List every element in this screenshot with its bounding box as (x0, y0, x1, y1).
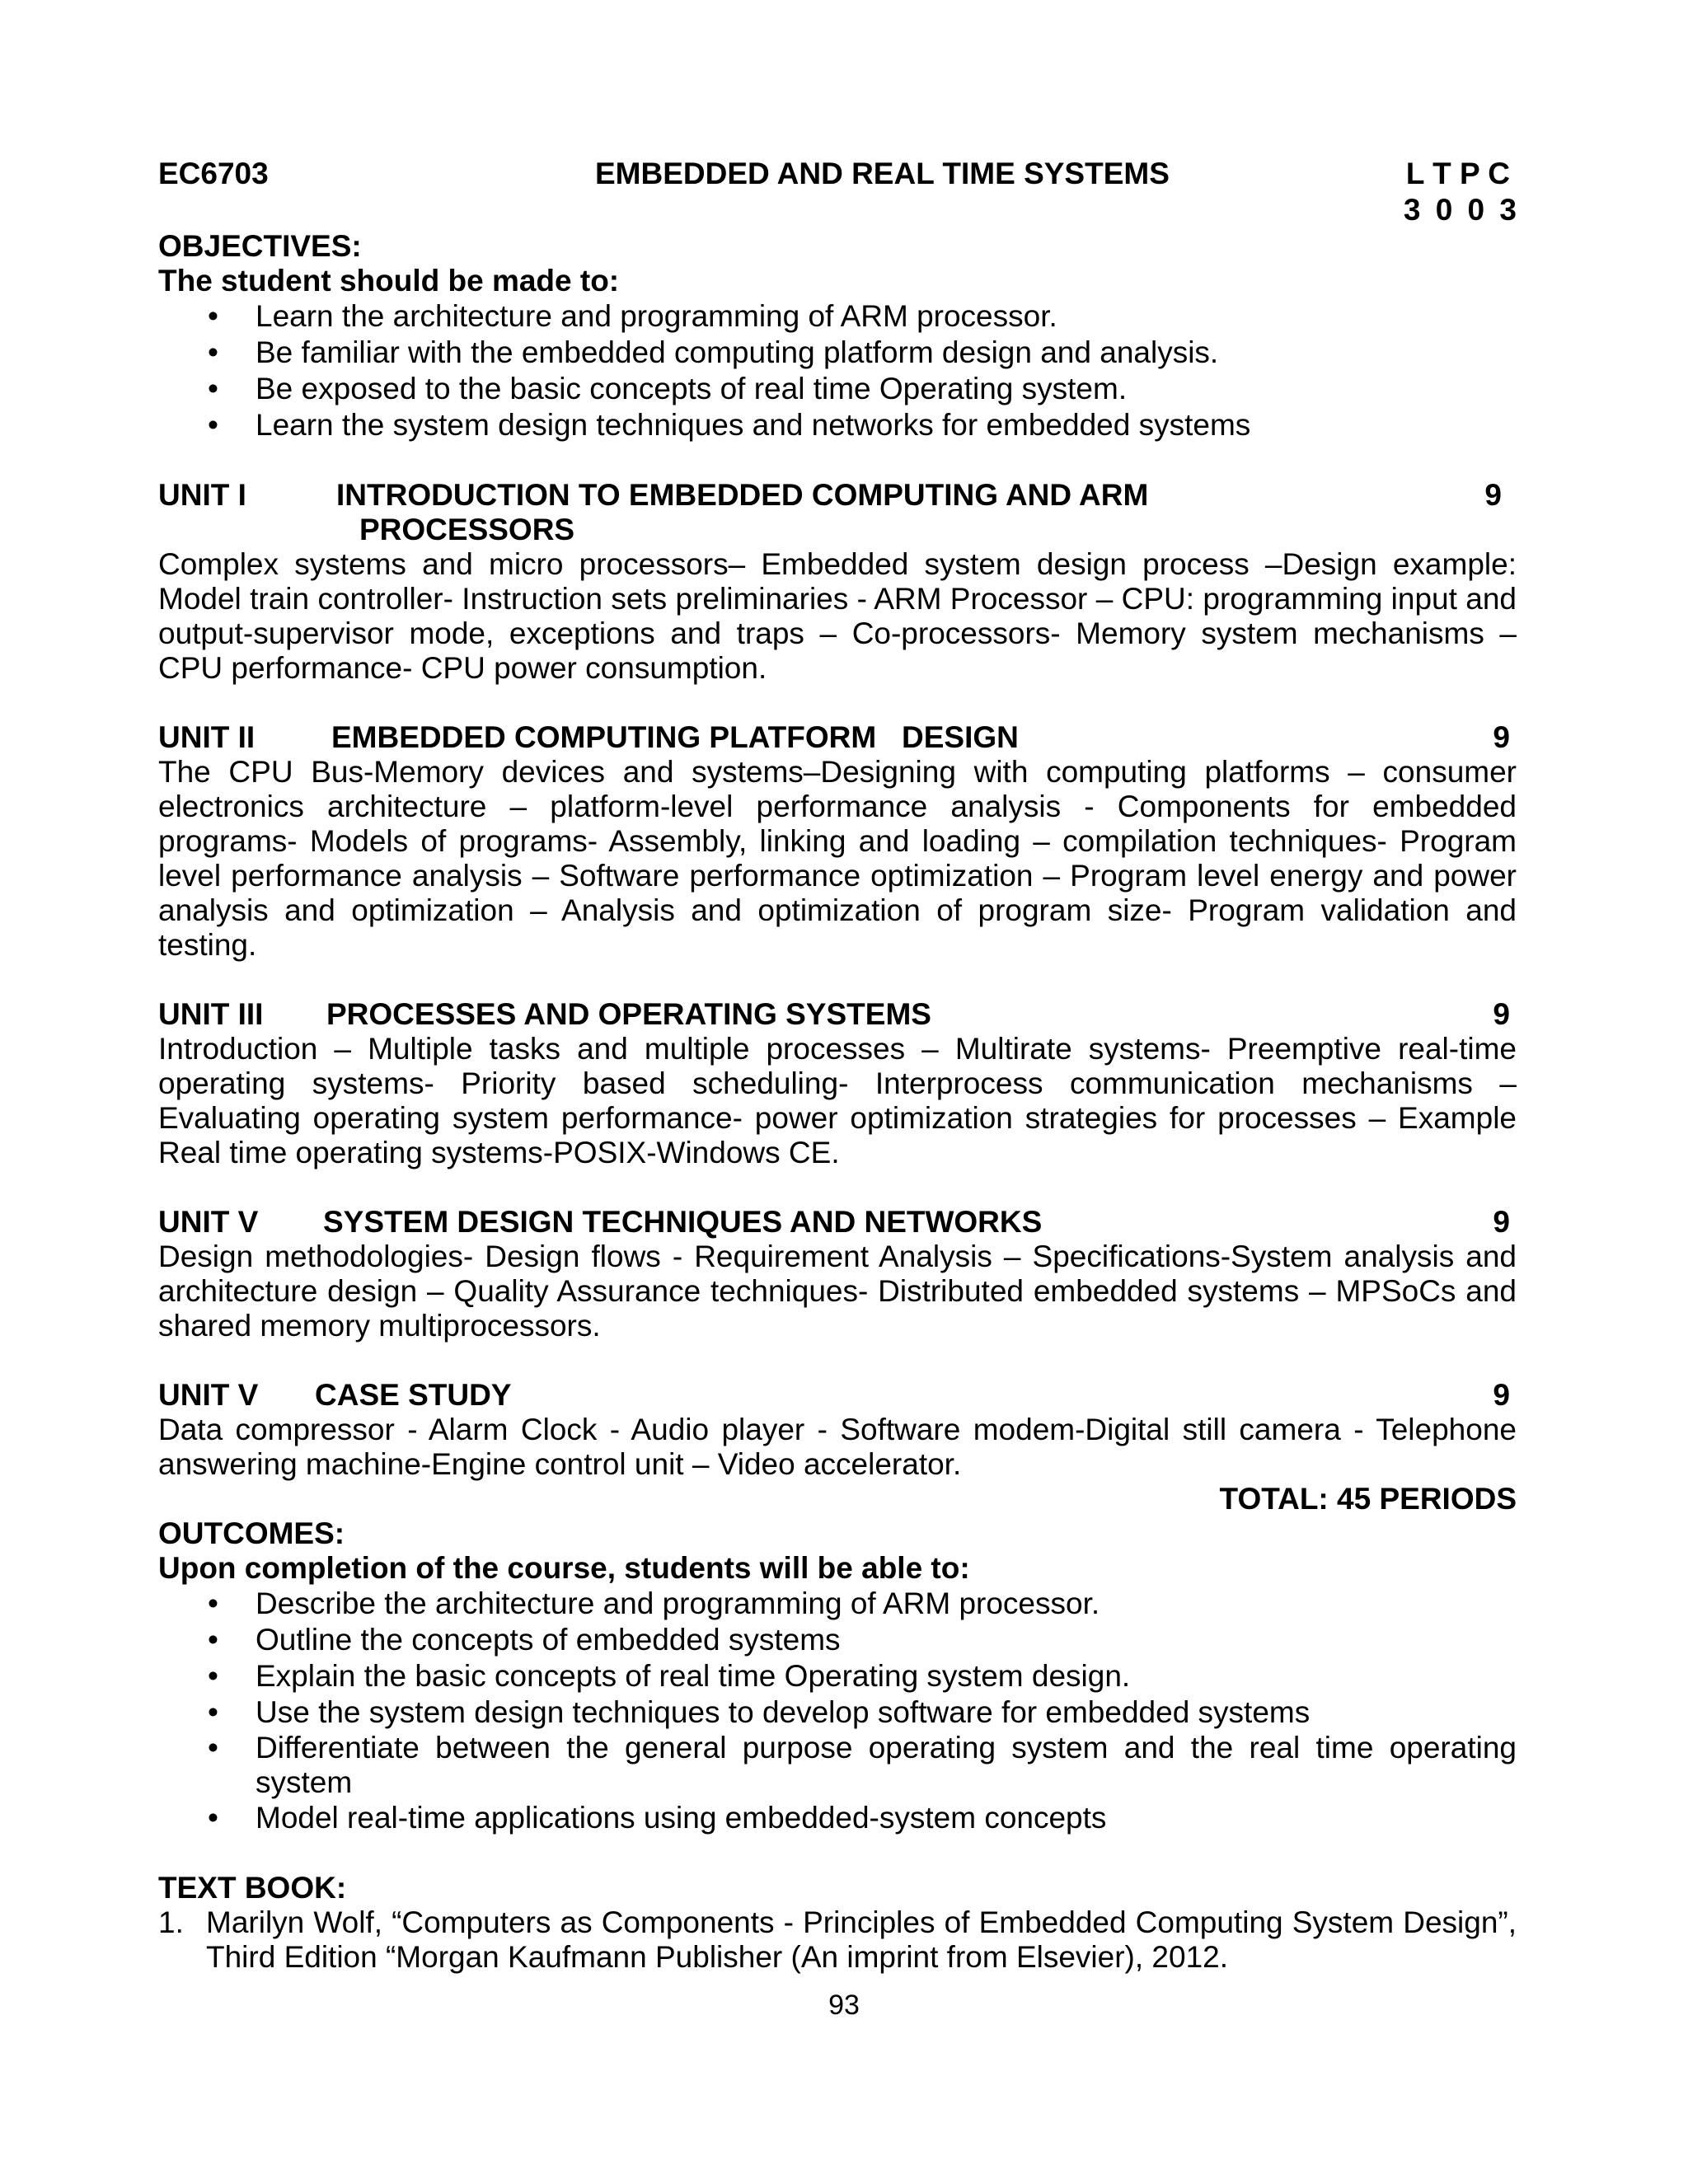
course-title: EMBEDDED AND REAL TIME SYSTEMS (595, 157, 1170, 190)
unit-4-heading (158, 1205, 1517, 1240)
course-code: EC6703 (158, 157, 269, 190)
unit-5-content: Data compressor - Alarm Clock - Audio player - Software modem-Digital still camera - Telephone answering machine-Engine control unit – Video accelerator. (158, 1413, 1517, 1481)
textbook-item (158, 1905, 1517, 1975)
course-header (158, 157, 1517, 193)
unit-hours: 9 (1493, 720, 1510, 754)
outcomes-intro: Upon completion of the course, students will be able to: (158, 1551, 970, 1585)
unit-label: UNIT III (158, 997, 264, 1031)
unit-3-heading (158, 997, 1517, 1032)
outcome-text: Explain the basic concepts of real time Operating system design. (256, 1659, 1131, 1693)
unit-label: UNIT V (158, 1205, 259, 1239)
objectives-list (158, 298, 1517, 443)
unit-title: INTRODUCTION TO EMBEDDED COMPUTING AND ARM (336, 478, 1149, 512)
unit-title-continued: PROCESSORS (359, 513, 575, 546)
textbook-text: Marilyn Wolf, “Computers as Components - Principles of Embedded Computing System Design”, Third Edition “Morgan Kaufmann Publisher (An imprint from Elsevier), 2012. (206, 1905, 1517, 1974)
ltpc-values: 3 0 0 3 (1403, 193, 1517, 227)
unit-hours: 9 (1493, 1378, 1510, 1412)
objective-text: Learn the system design techniques and networks for embedded systems (256, 408, 1251, 442)
unit-2-heading (158, 720, 1517, 755)
unit-label: UNIT I (158, 478, 246, 512)
outcome-text: Model real-time applications using embedded-system concepts (256, 1801, 1107, 1835)
bullet-icon: • (208, 372, 218, 405)
list-item (158, 1694, 1517, 1731)
unit-title: SYSTEM DESIGN TECHNIQUES AND NETWORKS (323, 1205, 1043, 1239)
unit-hours: 9 (1493, 1205, 1510, 1239)
bullet-icon: • (208, 1695, 218, 1729)
outcomes-list (158, 1586, 1517, 1836)
list-item (158, 371, 1517, 407)
outcome-text: Describe the architecture and programming of ARM processor. (256, 1586, 1100, 1620)
total-periods-row (158, 1482, 1517, 1516)
syllabus-page (158, 157, 1517, 1975)
list-item (158, 1586, 1517, 1622)
bullet-icon: • (208, 1586, 218, 1620)
list-item (158, 298, 1517, 335)
outcome-text: Outline the concepts of embedded systems (256, 1623, 841, 1657)
bullet-icon: • (208, 1731, 218, 1765)
outcome-text: Use the system design techniques to develop software for embedded systems (256, 1695, 1311, 1729)
bullet-icon: • (208, 1801, 218, 1835)
bullet-icon: • (208, 299, 218, 333)
list-item (158, 1800, 1517, 1836)
bullet-icon: • (208, 335, 218, 369)
outcome-text: Differentiate between the general purpose operating system and the real time operating system (256, 1731, 1517, 1799)
unit-title: CASE STUDY (315, 1378, 512, 1412)
list-item (158, 407, 1517, 443)
bullet-icon: • (208, 408, 218, 442)
list-item (158, 335, 1517, 371)
textbook-heading: TEXT BOOK: (158, 1871, 347, 1905)
page-number: 93 (828, 1990, 860, 2021)
unit-title: PROCESSES AND OPERATING SYSTEMS (326, 997, 931, 1031)
bullet-icon: • (208, 1659, 218, 1693)
unit-hours: 9 (1484, 478, 1502, 512)
objective-text: Be exposed to the basic concepts of real time Operating system. (256, 372, 1128, 405)
unit-2-content: The CPU Bus-Memory devices and systems–Designing with computing platforms – consumer electronics architecture – platform-level performance analysis - Components for embedded programs- Models of programs- Assembly, linking and loading – compilation techniques- Program level performance analysis – Software performance optimization – Program level energy and power analysis and optimization – Analysis and optimization of program size- Program validation and testing. (158, 755, 1517, 962)
unit-title: EMBEDDED COMPUTING PLATFORM DESIGN (331, 720, 1019, 754)
credits-row (158, 193, 1517, 229)
bullet-icon: • (208, 1623, 218, 1657)
objective-text: Be familiar with the embedded computing platform design and analysis. (256, 335, 1219, 369)
ltpc-label: L T P C (1405, 157, 1510, 190)
unit-label: UNIT II (158, 720, 256, 754)
unit-4-content: Design methodologies- Design flows - Requirement Analysis – Specifications-System analysis and architecture design – Quality Assurance techniques- Distributed embedded systems – MPSoCs and shared memory multiprocessors. (158, 1240, 1517, 1343)
list-item (158, 1622, 1517, 1658)
total-periods: TOTAL: 45 PERIODS (1219, 1482, 1517, 1516)
objective-text: Learn the architecture and programming of ARM processor. (256, 299, 1057, 333)
textbook-number: 1. (158, 1905, 184, 1939)
list-item (158, 1731, 1517, 1800)
unit-5-heading (158, 1378, 1517, 1413)
unit-1-heading (158, 478, 1517, 513)
unit-label: UNIT V (158, 1378, 259, 1412)
unit-1-content: Complex systems and micro processors– Embedded system design process –Design example: Model train controller- Instruction sets preliminaries - ARM Processor – CPU: programming input and output-supervisor mode, exceptions and traps – Co-processors- Memory system mechanisms – CPU performance- CPU power consumption. (158, 547, 1517, 685)
objectives-intro: The student should be made to: (158, 264, 620, 298)
objectives-heading: OBJECTIVES: (158, 229, 362, 263)
outcomes-heading: OUTCOMES: (158, 1516, 345, 1550)
list-item (158, 1658, 1517, 1694)
unit-hours: 9 (1493, 997, 1510, 1031)
unit-3-content: Introduction – Multiple tasks and multiple processes – Multirate systems- Preemptive real-time operating systems- Priority based scheduling- Interprocess communication mechanisms – Evaluating operating system performance- power optimization strategies for processes – Example Real time operating systems-POSIX-Windows CE. (158, 1032, 1517, 1169)
